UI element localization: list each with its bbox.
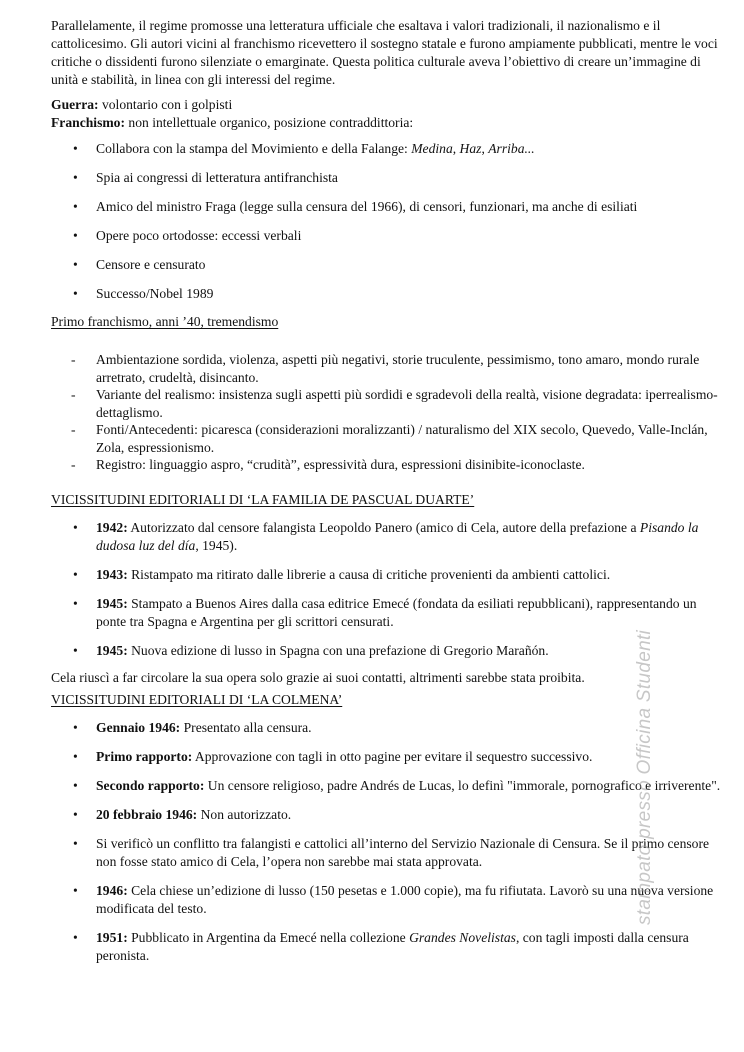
pascual-duarte-heading: VICISSITUDINI EDITORIALI DI ‘LA FAMILIA DE PASCUAL DUARTE’ (51, 491, 475, 507)
guerra-label: Guerra: (51, 97, 99, 112)
franchismo-label: Franchismo: (51, 115, 126, 130)
list-item (51, 386, 721, 421)
item-label: 1951: (96, 929, 128, 945)
franchismo-text: non intellettuale organico, posizione contraddittoria: (125, 115, 414, 130)
bullet-icon: • (73, 141, 78, 156)
item-text: Cela chiese un’edizione di lusso (150 pesetas e 1.000 copie), ma fu rifiutata. Lavorò su una nuova versione modificata del testo. (96, 882, 714, 916)
guerra-line (51, 96, 721, 114)
item-text: Censore e censurato (96, 257, 206, 272)
primo-franchismo-heading: Primo franchismo, anni ’40, tremendismo (51, 314, 279, 329)
la-colmena-heading: VICISSITUDINI EDITORIALI DI ‘LA COLMENA’ (51, 691, 343, 707)
item-text: Ristampato ma ritirato dalle librerie a causa di critiche provenienti da ambienti cattolici. (127, 566, 611, 582)
list-item (51, 835, 721, 871)
dash-icon: - (71, 352, 76, 367)
pascual-duarte-closing: Cela riuscì a far circolare la sua opera solo grazie ai suoi contatti, altrimenti sarebbe stata proibita. (51, 669, 585, 685)
bullet-icon: • (73, 882, 78, 898)
list-item (51, 642, 721, 660)
item-italic: Haz (459, 141, 482, 156)
item-label: Primo rapporto: (96, 748, 193, 764)
item-text: Non autorizzato. (197, 806, 292, 822)
list-item (51, 284, 721, 304)
item-label: 1945: (96, 595, 128, 611)
intro-paragraph: Parallelamente, il regime promosse una letteratura ufficiale che esaltava i valori tradizionali, il nazionalismo e il cattolicesimo. Gli autori vicini al franchismo ricevettero il sostegno statale e furono ampiamente pubblicati, mentre le voci critiche o dissidenti furono silenziate o emarginate. Questa politica culturale aveva l’obiettivo di creare un’immagine di unità e stabilità, in linea con gli interessi del regime. (51, 18, 718, 87)
list-item (51, 566, 721, 584)
list-item (51, 456, 721, 474)
bullet-icon: • (73, 719, 78, 735)
dash-icon: - (71, 387, 76, 402)
list-item (51, 255, 721, 275)
list-item (51, 519, 721, 555)
item-text: Pubblicato in Argentina da Emecé nella collezione (127, 929, 410, 945)
item-text: Spia ai congressi di letteratura antifranchista (96, 170, 338, 185)
bullet-icon: • (73, 170, 78, 185)
list-item (51, 806, 721, 824)
item-italic: Pisando la dudosa luz del día (96, 519, 699, 553)
item-text: Opere poco ortodosse: eccessi verbali (96, 228, 302, 243)
list-item (51, 929, 721, 965)
list-item (51, 421, 721, 456)
item-italic: Grandes Novelistas (409, 929, 516, 945)
bullet-icon: • (73, 777, 78, 793)
bullet-icon: • (73, 806, 78, 822)
item-text: Registro: linguaggio aspro, “crudità”, espressività dura, espressioni disinibite-iconoclaste. (96, 457, 585, 472)
bullet-icon: • (73, 835, 78, 851)
item-text: Un censore religioso, padre Andrés de Lucas, lo definì "immorale, pornografico e irriverente". (204, 777, 721, 793)
item-label: 1946: (96, 882, 128, 898)
item-text: Amico del ministro Fraga (legge sulla censura del 1966), di censori, funzionari, ma anche di esiliati (96, 199, 638, 214)
bullet-icon: • (73, 286, 78, 301)
item-label: 20 febbraio 1946: (96, 806, 198, 822)
bullet-icon: • (73, 595, 78, 611)
watermark-text: stampato presso Officina Studenti (634, 629, 655, 925)
bullet-icon: • (73, 519, 78, 535)
item-label: 1943: (96, 566, 128, 582)
list-item (51, 777, 721, 795)
item-text: Fonti/Antecedenti: picaresca (considerazioni moralizzanti) / naturalismo del XIX secolo, Quevedo, Valle-Inclán, Zola, espressionismo. (96, 422, 708, 455)
item-text: Autorizzato dal censore falangista Leopoldo Panero (amico di Cela, autore della prefazione a (127, 519, 640, 535)
franchismo-line (51, 114, 721, 132)
item-label: Secondo rapporto: (96, 777, 205, 793)
item-italic: Arriba... (488, 141, 535, 156)
item-text: Stampato a Buenos Aires dalla casa editrice Emecé (fondata da esiliati repubblicani), rappresentando un ponte tra Spagna e Argentina per gli scrittori censurati. (96, 595, 697, 629)
bullet-icon: • (73, 566, 78, 582)
bullet-icon: • (73, 228, 78, 243)
la-colmena-list (51, 719, 721, 965)
item-sep: , (481, 141, 489, 156)
dash-icon: - (71, 422, 76, 437)
item-text: Collabora con la stampa del Movimiento e della Falange: (96, 141, 412, 156)
item-text: Successo/Nobel 1989 (96, 286, 214, 301)
item-text: Approvazione con tagli in otto pagine per evitare il sequestro successivo. (192, 748, 593, 764)
list-item (51, 168, 721, 188)
item-text: Nuova edizione di lusso in Spagna con una prefazione di Gregorio Marañón. (127, 642, 549, 658)
bullet-icon: • (73, 642, 78, 658)
item-text: Si verificò un conflitto tra falangisti e cattolici all’interno del Servizio Nazionale di Censura. Se il primo censore non fosse stato amico di Cela, l’opera non sarebbe mai stata approvata. (96, 835, 710, 869)
bullet-icon: • (73, 199, 78, 214)
list-item (51, 226, 721, 246)
item-label: 1942: (96, 519, 128, 535)
list-item (51, 748, 721, 766)
list-item (51, 139, 721, 159)
item-after: , 1945). (195, 537, 238, 553)
bullet-icon: • (73, 257, 78, 272)
list-item (51, 197, 721, 217)
item-label: 1945: (96, 642, 128, 658)
bullet-icon: • (73, 748, 78, 764)
pascual-duarte-list (51, 519, 721, 660)
dash-icon: - (71, 457, 76, 472)
list-item (51, 882, 721, 918)
bullet-icon: • (73, 929, 78, 945)
guerra-text: volontario con i golpisti (98, 97, 233, 112)
primo-franchismo-list (51, 351, 721, 474)
item-label: Gennaio 1946: (96, 719, 181, 735)
item-italic: Medina (411, 141, 453, 156)
list-item (51, 719, 721, 737)
list-item (51, 351, 721, 386)
list-item (51, 595, 721, 631)
document-page (51, 17, 721, 965)
item-sep: , (452, 141, 460, 156)
item-text: Presentato alla censura. (180, 719, 312, 735)
item-text: Variante del realismo: insistenza sugli aspetti più sordidi e sgradevoli della realtà, visione degradata: iperrealismo-dettaglismo. (96, 387, 718, 420)
item-after: , con tagli imposti dalla censura peronista. (96, 929, 689, 963)
franchismo-list (51, 139, 721, 304)
item-text: Ambientazione sordida, violenza, aspetti più negativi, storie truculente, pessimismo, tono amaro, mondo rurale arretrato, crudeltà, disincanto. (96, 352, 700, 385)
